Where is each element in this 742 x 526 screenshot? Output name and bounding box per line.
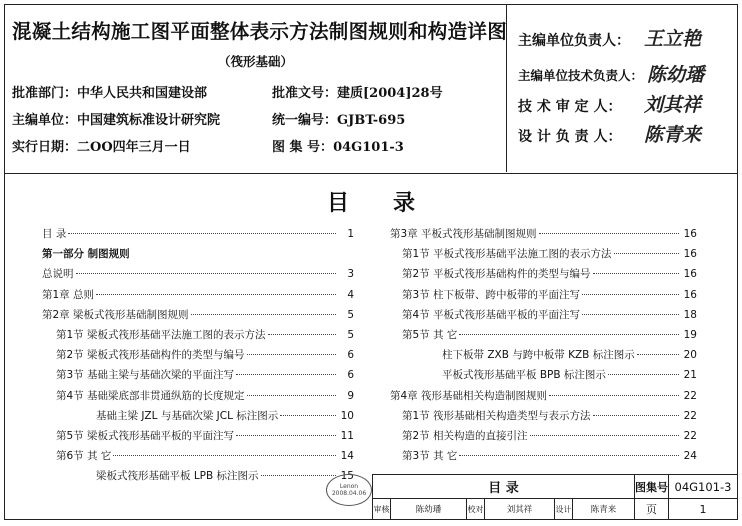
header-info <box>4 4 507 172</box>
toc-entry-title: 第4节 平板式筏形基础平板的平面注写 <box>402 308 581 321</box>
toc-entry-title: 第2章 梁板式筏形基础制图规则 <box>42 308 189 321</box>
unified-no-label: 统一编号： <box>272 113 338 128</box>
stamp-line-2: 2008.04.06 <box>331 490 367 497</box>
title-block-check-name: 刘其祥 <box>485 499 555 519</box>
toc-entry-page: 5 <box>347 329 354 341</box>
toc-entry <box>402 448 697 463</box>
toc-leader-dots <box>549 395 679 396</box>
toc-entry <box>56 327 354 342</box>
toc-entry-page: 9 <box>347 389 354 402</box>
toc-leader-dots <box>582 314 679 315</box>
reviewer-signature: 刘其祥 <box>644 94 702 116</box>
toc-leader-dots <box>280 415 336 416</box>
toc-entry <box>42 307 354 322</box>
toc-entry-page: 4 <box>347 288 354 301</box>
toc-entry <box>42 226 354 241</box>
toc-leader-dots <box>68 233 336 234</box>
approval-stamp <box>326 474 372 506</box>
toc-entry-title: 第2节 梁板式筏形基础构件的类型与编号 <box>56 349 245 362</box>
toc-entry-page: 24 <box>683 450 697 463</box>
reviewer-label: 技 术 审 定 人： <box>518 99 622 115</box>
toc-leader-dots <box>530 435 679 436</box>
toc-entry-title: 第1章 总则 <box>42 288 95 301</box>
title-block-atlas-label: 图集号 <box>635 475 669 499</box>
toc-leader-dots <box>582 294 679 295</box>
toc-entry-page: 11 <box>340 430 354 442</box>
toc-entry <box>442 367 697 382</box>
designer-signature: 陈青来 <box>644 124 702 146</box>
toc-entry-title: 第3节 柱下板带、跨中板带的平面注写 <box>402 288 581 301</box>
toc-entry-title: 第1节 平板式筏形基础平法施工图的表示方法 <box>402 248 612 261</box>
unified-no-value: GJBT-695 <box>337 113 406 128</box>
title-block-sheet-title: 目 录 <box>373 475 635 499</box>
approval-dept <box>12 82 207 101</box>
editor-unit-value: 中国建筑标准设计研究院 <box>77 113 221 128</box>
toc-entry-page: 1 <box>347 228 354 240</box>
atlas-no <box>272 136 404 155</box>
atlas-no-label: 图 集 号： <box>272 140 334 155</box>
approval-doc <box>272 82 443 101</box>
toc-leader-dots <box>261 475 336 476</box>
toc-entry <box>402 307 697 322</box>
toc-entry <box>42 287 354 302</box>
editor-unit-label: 主编单位： <box>12 113 78 128</box>
toc-entry <box>42 246 354 261</box>
toc-entry <box>56 388 354 403</box>
toc-entry-title: 柱下板带 ZXB 与跨中板带 KZB 标注图示 <box>442 349 635 362</box>
toc-entry <box>96 408 354 423</box>
toc-entry-page: 18 <box>683 308 697 321</box>
toc-entry-title: 第3章 平板式筏形基础制图规则 <box>390 228 537 240</box>
toc-leader-dots <box>459 334 679 335</box>
toc-leader-dots <box>96 294 336 295</box>
title-block-design-label: 设计 <box>555 499 573 519</box>
document-title: 混凝土结构施工图平面整体表示方法制图规则和构造详图 <box>12 20 508 43</box>
toc-leader-dots <box>268 334 336 335</box>
toc-title: 目录 <box>326 190 459 216</box>
toc-leader-dots <box>236 374 336 375</box>
approval-dept-value: 中华人民共和国建设部 <box>77 86 208 101</box>
toc-entry-title: 第2节 相关构造的直接引注 <box>402 430 528 442</box>
toc-leader-dots <box>614 253 679 254</box>
toc-leader-dots <box>247 395 336 396</box>
toc-entry-title: 第2节 平板式筏形基础构件的类型与编号 <box>402 268 591 281</box>
header-block <box>4 4 738 174</box>
title-block-design-name: 陈青来 <box>573 499 635 519</box>
toc-entry-page: 15 <box>340 470 354 483</box>
toc-leader-dots <box>593 415 679 416</box>
toc-leader-dots <box>191 314 336 315</box>
toc-entry-page: 16 <box>683 228 697 240</box>
chief-unit-label: 主编单位负责人： <box>518 33 630 49</box>
toc-entry-page: 20 <box>683 349 697 362</box>
approval-doc-value: 建质[2004]28号 <box>337 86 443 101</box>
toc-leader-dots <box>236 435 336 436</box>
title-block-atlas-value: 04G101-3 <box>669 475 737 499</box>
toc-entry-page: 22 <box>683 430 697 442</box>
document-subtitle: （筏形基础） <box>217 54 293 69</box>
chief-tech-signature: 陈幼璠 <box>647 64 705 86</box>
toc-leader-dots <box>113 455 336 456</box>
toc-leader-dots <box>247 354 336 355</box>
toc-entry <box>402 246 697 261</box>
approval-doc-label: 批准文号： <box>272 86 338 101</box>
toc-entry <box>96 468 354 483</box>
toc-entry-page: 16 <box>683 248 697 261</box>
toc-entry-page: 10 <box>340 409 354 422</box>
toc-entry-page: 14 <box>340 450 354 463</box>
toc-entry <box>56 367 354 382</box>
toc-entry-title: 梁板式筏形基础平板 LPB 标注图示 <box>96 470 259 483</box>
toc-entry-page: 16 <box>683 268 697 281</box>
stamp-line-1: Lenon <box>339 483 359 490</box>
title-block-review-name: 陈幼璠 <box>391 499 467 519</box>
toc-entry-page: 6 <box>347 369 354 382</box>
atlas-no-value: 04G101-3 <box>333 140 404 155</box>
toc-entry-title: 平板式筏形基础平板 BPB 标注图示 <box>442 369 606 382</box>
toc-entry-page: 5 <box>347 308 354 321</box>
effective-date <box>12 136 191 155</box>
effective-date-value: 二OO四年三月一日 <box>77 140 191 155</box>
toc-entry-page: 3 <box>347 268 354 281</box>
toc-entry-title: 第3节 其 它 <box>402 450 458 463</box>
toc-entry <box>402 266 697 281</box>
toc-entry-title: 第一部分 制图规则 <box>42 248 130 261</box>
toc-entry-title: 第3节 基础主梁与基础次梁的平面注写 <box>56 369 235 382</box>
title-block-review-label: 审核 <box>373 499 391 519</box>
toc-entry-page: 22 <box>683 409 697 422</box>
unified-no <box>272 109 405 128</box>
effective-date-label: 实行日期： <box>12 140 78 155</box>
toc-entry <box>402 327 697 342</box>
chief-tech-label: 主编单位技术负责人： <box>518 68 644 83</box>
toc-entry <box>402 287 697 302</box>
toc-entry <box>42 266 354 281</box>
toc-entry <box>56 347 354 362</box>
toc-leader-dots <box>593 273 679 274</box>
toc-entry-title: 第4章 筏形基础相关构造制图规则 <box>390 389 548 402</box>
toc-entry-title: 第5节 梁板式筏形基础平板的平面注写 <box>56 430 235 442</box>
toc-entry-title: 总说明 <box>42 268 74 281</box>
approval-dept-label: 批准部门： <box>12 86 78 101</box>
designer-label: 设 计 负 责 人： <box>518 129 622 145</box>
toc-entry-title: 基础主梁 JZL 与基础次梁 JCL 标注图示 <box>96 409 279 422</box>
toc-leader-dots <box>76 273 337 274</box>
toc-entry-page: 19 <box>683 329 697 341</box>
toc-leader-dots <box>608 374 679 375</box>
toc-entry <box>442 347 697 362</box>
toc-entry <box>402 428 697 443</box>
toc-entry <box>56 448 354 463</box>
title-block-page-value: 1 <box>699 502 707 516</box>
toc-entry <box>390 226 697 241</box>
editor-unit <box>12 109 220 128</box>
toc-leader-dots <box>459 455 679 456</box>
toc-entry-title: 第4节 基础梁底部非贯通纵筋的长度规定 <box>56 389 245 402</box>
toc-entry-title: 第5节 其 它 <box>402 329 458 341</box>
toc-entry-page: 6 <box>347 349 354 362</box>
toc-entry-title: 目 录 <box>42 228 67 240</box>
toc-entry-title: 第6节 其 它 <box>56 450 112 463</box>
toc-entry-title: 第1节 筏形基础相关构造类型与表示方法 <box>402 409 591 422</box>
toc-entry-page: 16 <box>683 288 697 301</box>
toc-entry <box>402 408 697 423</box>
toc-entry <box>390 388 697 403</box>
toc-leader-dots <box>637 354 679 355</box>
toc-entry <box>56 428 354 443</box>
title-block-page-label: 页 <box>635 499 669 519</box>
title-block <box>372 474 738 520</box>
toc-entry-page: 22 <box>683 389 697 402</box>
title-block-check-label: 校对 <box>467 499 485 519</box>
toc-leader-dots <box>539 233 679 234</box>
chief-unit-signature: 王立艳 <box>644 28 702 50</box>
toc-entry-page: 21 <box>683 369 697 382</box>
toc-entry-title: 第1节 梁板式筏形基础平法施工图的表示方法 <box>56 329 266 341</box>
